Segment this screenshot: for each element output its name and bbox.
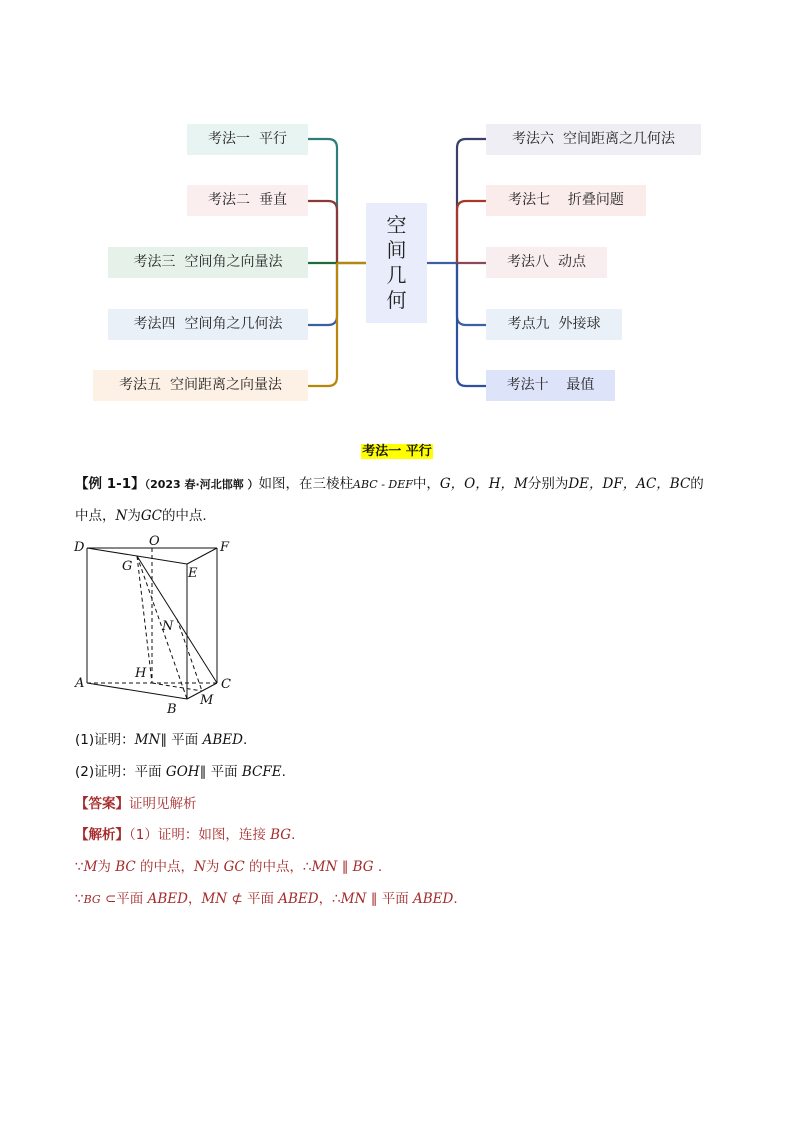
label-F: F: [220, 540, 230, 555]
center-char-4: 何: [386, 288, 407, 312]
label-C: C: [221, 677, 231, 692]
mindmap-node-method-6: 考法六 空间距离之几何法: [486, 124, 701, 155]
mindmap-node-method-8: 考法八 动点: [486, 247, 607, 278]
mindmap-node-method-10: 考法十 最值: [486, 370, 615, 401]
analysis-step-1: ∵M为 BC 的中点，N为 GC 的中点，∴MN ∥ BG .: [75, 859, 383, 875]
label-E: E: [188, 566, 198, 581]
center-char-1: 空: [386, 213, 407, 237]
mindmap-node-method-1: 考法一 平行: [187, 124, 308, 155]
answer-line: 【答案】证明见解析: [75, 796, 197, 812]
label-N: N: [162, 619, 174, 634]
mindmap-node-method-5: 考法五 空间距离之向量法: [93, 370, 308, 401]
segment-HM: [152, 683, 202, 691]
label-B: B: [167, 702, 177, 717]
mindmap-node-method-2: 考法二 垂直: [187, 185, 308, 216]
prism-figure: [72, 533, 242, 718]
mindmap-node-point-9: 考点九 外接球: [486, 309, 622, 340]
question-1: (1)证明：MN∥ 平面 ABED.: [75, 732, 248, 748]
analysis-step-2: ∵BG ⊂平面 ABED，MN ⊄ 平面 ABED，∴MN ∥ 平面 ABED.: [75, 891, 458, 907]
example-line-1: 【例 1-1】（2023 春·河北邯郸 ）如图，在三棱柱ABC - DEF中，G，O，H，M分别为DE，DF，AC，BC的: [75, 476, 704, 492]
analysis-line: 【解析】（1）证明：如图，连接 BG.: [75, 827, 296, 843]
mindmap-center-node: [366, 203, 427, 323]
label-O: O: [149, 534, 160, 549]
label-H: H: [135, 666, 147, 681]
question-2: (2)证明：平面 GOH∥ 平面 BCFE.: [75, 764, 286, 780]
label-M: M: [200, 693, 214, 708]
center-char-3: 几: [386, 263, 407, 287]
edge-AB: [87, 683, 187, 699]
center-char-2: 间: [386, 238, 407, 262]
section-title: 考法一 平行: [362, 444, 432, 459]
label-D: D: [74, 540, 85, 555]
edge-EF: [187, 548, 217, 564]
segment-NM: [177, 619, 202, 691]
mindmap-node-method-7: 考法七 折叠问题: [486, 185, 646, 216]
example-line-2: 中点，N为GC的中点.: [75, 508, 207, 524]
mindmap-node-method-4: 考法四 空间角之几何法: [108, 309, 308, 340]
mindmap-node-method-3: 考法三 空间角之向量法: [108, 247, 308, 278]
label-G: G: [122, 559, 133, 574]
label-A: A: [75, 676, 85, 691]
segment-GH: [137, 556, 152, 683]
